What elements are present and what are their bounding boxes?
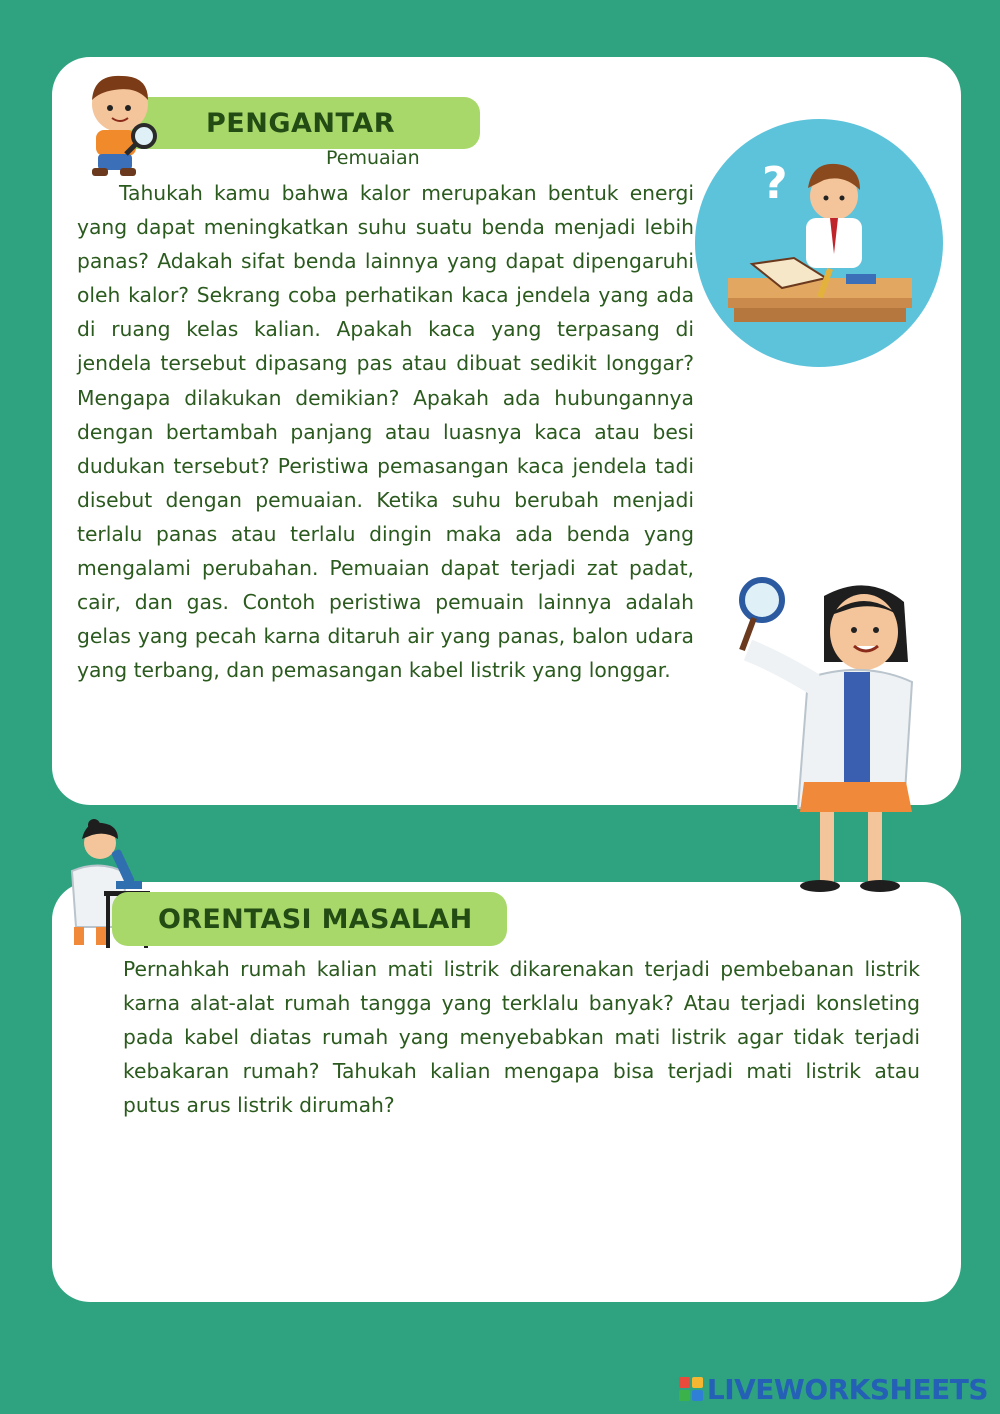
logo-text: LIVEWORKSHEETS [706,1372,988,1406]
pengantar-subtitle: Pemuaian [326,147,420,169]
orientasi-heading: ORENTASI MASALAH [112,892,507,946]
svg-text:?: ? [762,158,788,209]
pengantar-body: Tahukah kamu bahwa kalor merupakan bentuk energi yang dapat meningkatkan suhu suatu benda menjadi lebih panas? Adakah sifat benda lainnya yang dapat dipengaruhi oleh kalor? Sekrang coba perhatikan kaca jendela yang ada di ruang kelas kalian. Apakah kaca yang terpasang di jendela tersebut dipasang pas atau dibuat sedikit longgar? Mengapa dilakukan demikian? Apakah ada hubungannya dengan bertambah panjang atau luasnya kaca atau besi dudukan tersebut? Peristiwa pemasangan kaca jendela tadi disebut dengan pemuaian. Ketika suhu berubah menjadi terlalu panas atau terlalu dingin maka ada benda yang mengalami perubahan. Pemuaian dapat terjadi zat padat, cair, dan gas. Contoh peristiwa pemuain lainnya adalah gelas yang pecah karna ditaruh air yang panas, balon udara yang terbang, dan pemasangan kabel listrik yang longgar. [77,181,694,683]
orientasi-body: Pernahkah rumah kalian mati listrik dikarenakan terjadi pembebanan listrik karna alat-alat rumah tangga yang terklalu banyak? Atau terjadi konsleting pada kabel diatas rumah yang menyebabkan mati listrik agar tidak terjadi kebakaran rumah? Tahukah kalian mengapa bisa terjadi mati listrik atau putus arus listrik dirumah? [123,957,920,1118]
student-thinking-illustration [694,118,944,368]
scientist-girl-illustration [728,572,918,894]
liveworksheets-logo [679,1372,988,1406]
pengantar-heading: PENGANTAR [110,97,480,149]
logo-mark-icon [679,1377,703,1401]
boy-magnifier-illustration [74,70,166,178]
